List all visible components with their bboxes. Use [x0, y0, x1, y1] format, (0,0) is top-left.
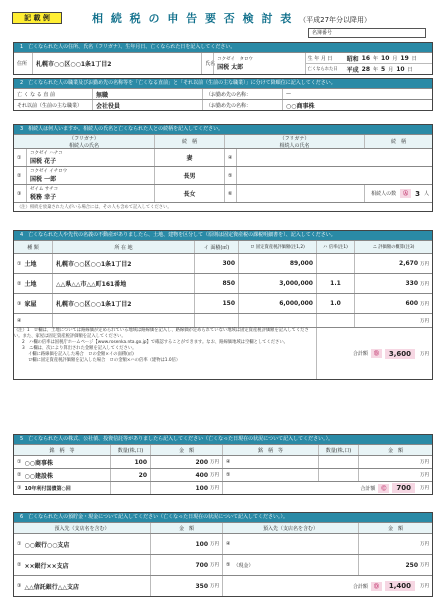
re-1-tax-value[interactable]: 89,000	[238, 254, 316, 273]
dep-total-value[interactable]: 1,400	[385, 581, 415, 591]
re-note-2: 2 ハ欄の倍率は国税庁ホームページ【www.rosenka.nta.go.jp】で確認することができます。なお、路線価地域は空欄としてください。	[22, 340, 288, 345]
dep-total-unit: 万円	[420, 584, 429, 589]
heir-relation-column-header: 続 柄	[154, 135, 224, 148]
sec-2-name[interactable]: ○○建設株	[24, 472, 53, 480]
dep-col-amount-header: 金 額	[150, 523, 222, 533]
re-1-no: ①	[17, 260, 22, 267]
re-2-rate[interactable]: 1.1	[316, 274, 354, 293]
birth-month-unit: 月	[392, 55, 398, 62]
sec-col-amount-header-right: 金 額	[358, 445, 432, 455]
re-3-tax-value[interactable]: 6,000,000	[238, 294, 316, 313]
death-day[interactable]: 10	[396, 65, 405, 73]
heir-5-number: ⑤	[224, 167, 236, 184]
re-2-tax-value[interactable]: 3,000,000	[238, 274, 316, 293]
sec-2-no: ②	[17, 472, 22, 478]
birth-month[interactable]: 10	[381, 54, 390, 62]
re-1-location[interactable]: 札幌市○○区○○1条1丁目2	[52, 254, 194, 273]
sec-5-unit: 万円	[420, 473, 429, 478]
re-4-no: ④	[17, 317, 22, 324]
table-row	[14, 481, 432, 494]
dep-5-no: ⑤	[226, 562, 231, 568]
heir-name-column-header-right: （フリガナ） 相続人の氏名	[224, 135, 364, 148]
heir-1-number: ①	[17, 154, 22, 161]
employer-just-before-label: （お勤め先の名称：	[202, 89, 282, 99]
re-2-type[interactable]: 土地	[24, 281, 37, 288]
re-1-estimate[interactable]: 2,670	[399, 260, 418, 267]
form-subtitle: （平成27年分以降用）	[299, 16, 372, 24]
table-row	[14, 273, 432, 293]
re-1-rate[interactable]	[316, 254, 354, 273]
heir-6-empty[interactable]	[236, 185, 364, 202]
section-3-heading: 3 相続人は何人いますか。相続人の氏名と亡くなられた人との続柄を記入してください。	[14, 125, 432, 134]
death-label: 亡くなられた日	[307, 67, 338, 72]
sec-col-name-header: 銘 柄 等	[49, 447, 75, 454]
section-4-heading: 4 亡くなられた人や先代の名義の不動産がありましたら、土地、建物を区分して（原則は固定資産税の課税明細書を）、記入してください。	[14, 231, 432, 240]
re-4-area[interactable]	[194, 314, 238, 327]
dep-3-unit: 万円	[210, 584, 219, 589]
table-row	[14, 313, 432, 327]
heir-name-column-header: （フリガナ） 相続人の氏名	[68, 135, 99, 149]
dep-5-unit: 万円	[420, 563, 429, 568]
section-6-heading: 6 亡くなられた人の預貯金・現金について記入してください（亡くなった日現在の状況について記入してください。）。	[14, 513, 432, 522]
death-year[interactable]: 28	[361, 65, 371, 73]
re-note-5: ロ欄に固定資産税評価額を記入した場合 ロの金額×ハの倍率（建物は1.0倍）	[28, 358, 181, 363]
section-4-real-estate	[13, 230, 433, 380]
re-4-location[interactable]	[52, 314, 194, 327]
employer-just-before[interactable]: —	[282, 89, 432, 99]
dep-5-amount[interactable]: 250	[405, 561, 418, 569]
death-year-unit: 年	[373, 66, 379, 73]
re-note-1: （注）1 ロ欄は、土地については路線価が定められている地域は路線価を記入し、路線価が定められていない地域は固定資産税評価額を記入してください。また、家屋は固定資産税評価額を記入してください。	[14, 328, 309, 339]
address-label: 住所	[17, 61, 28, 67]
re-4-unit: 万円	[420, 318, 429, 324]
table-row	[14, 533, 432, 554]
heir-6-number: ⑥	[224, 185, 236, 202]
form-title-text: 相 続 税 の 申 告 要 否 検 討 表	[92, 12, 294, 25]
employer-previous-label: （お勤め先の名称：	[202, 100, 282, 110]
dep-2-name[interactable]: ××銀行××支店	[24, 562, 69, 570]
occupation-just-before-label: 亡 く な る 直 前	[17, 91, 55, 98]
re-3-no: ③	[17, 300, 22, 307]
sec-3-amount[interactable]: 100	[195, 484, 208, 492]
section-1-heading: 1 亡くなられた人の住所、氏名（フリガナ）、生年月日、亡くなられた日を記入してください。	[14, 43, 432, 52]
re-note-3: 3 ニ欄は、次により算出された金額を記入してください。	[22, 346, 137, 351]
dep-1-amount[interactable]: 100	[195, 540, 208, 548]
re-note-4: イ欄に路線価を記入した場合 ロの金額×イの面積(㎡)	[28, 352, 134, 357]
table-row	[14, 253, 432, 273]
death-day-unit: 日	[407, 66, 413, 73]
re-total-value[interactable]: 3,600	[385, 349, 415, 359]
occupation-previous-label: それ以前（生前の主な職業）	[17, 102, 83, 109]
section-2-heading: 2 亡くなられた人の職業及びお勤め先の名称等を「亡くなる直前」と「それ以前（生前の主な職業）」に分けて降順位に記入してください。	[14, 79, 432, 88]
sec-2-unit: 万円	[210, 473, 219, 478]
table-row	[14, 575, 432, 596]
employer-previous[interactable]: ○○商事株	[282, 100, 432, 110]
death-month-unit: 月	[388, 66, 394, 73]
form-title	[92, 10, 371, 26]
re-3-type[interactable]: 家屋	[24, 301, 37, 308]
re-total-unit: 万円	[420, 351, 429, 357]
re-3-unit: 万円	[420, 301, 429, 307]
re-1-type[interactable]: 土地	[24, 261, 37, 268]
birth-label: 生 年 月 日	[307, 55, 333, 62]
heir-count-unit: 人	[423, 191, 429, 197]
re-4-rate[interactable]	[316, 314, 354, 327]
heir-3-number: ③	[17, 190, 22, 197]
col-type-header: 種 類	[27, 244, 39, 251]
sec-1-unit: 万円	[210, 460, 219, 465]
birth-day-unit: 日	[411, 55, 417, 62]
heir-3-name[interactable]: 税務 幸子	[30, 194, 57, 201]
dep-5-name[interactable]: （現金）	[233, 562, 254, 569]
name-number-field[interactable]: 名簿番号	[308, 28, 426, 38]
re-total-label: 合計額	[352, 351, 368, 357]
sec-1-no: ①	[17, 459, 22, 465]
dep-1-name[interactable]: ○○銀行○○支店	[24, 541, 70, 549]
sec-1-amount[interactable]: 200	[195, 458, 208, 466]
re-2-area[interactable]: 850	[194, 274, 238, 293]
sample-badge: 記 載 例	[12, 12, 62, 24]
sec-col-name-header-right: 銘 柄 等	[222, 445, 318, 455]
dep-3-name[interactable]: △△信託銀行△△支店	[24, 583, 79, 591]
col-location-header: 所 在 地	[52, 241, 194, 253]
dep-2-unit: 万円	[210, 563, 219, 568]
col-tax-value-header: ロ 固定資産税評価額(注1,2)	[238, 241, 316, 253]
heir-1-relation[interactable]: 妻	[154, 149, 224, 166]
re-3-estimate[interactable]: 600	[405, 300, 418, 307]
sec-3-qty[interactable]	[110, 482, 150, 494]
re-total-mark: Ⓑ	[371, 349, 382, 358]
re-4-tax-value[interactable]	[238, 314, 316, 327]
sec-4-unit: 万円	[420, 460, 429, 465]
heir-count-label: 相続人の数	[371, 191, 397, 197]
heir-count-value[interactable]: 3	[415, 189, 420, 198]
dep-total-mark: Ⓓ	[371, 582, 382, 591]
dep-col-name-header-right: 預入先（支店名を含む）	[222, 523, 358, 533]
re-3-area[interactable]: 150	[194, 294, 238, 313]
name-label: 氏名	[201, 53, 213, 74]
heir-count-mark: Ⓐ	[400, 189, 411, 198]
re-2-location[interactable]: △△県△△市△△町161番地	[52, 274, 194, 293]
sec-2-amount[interactable]: 400	[195, 471, 208, 479]
col-estimate-header: ニ 評価額の概算(注3)	[354, 241, 432, 253]
heir-2-name[interactable]: 国税 一郎	[30, 176, 57, 183]
heirs-note: （注）相続を放棄された人がいる場合には、その人も含めて記入してください。	[17, 205, 172, 210]
sec-col-amount-header: 金 額	[150, 445, 222, 455]
dep-col-name-header: 預入先（支店名を含む）	[54, 525, 110, 532]
heir-1-kana[interactable]: コクゼイ ハナコ	[30, 151, 63, 156]
sec-col-qty-header: 数量(株,口)	[110, 445, 150, 455]
dep-3-amount[interactable]: 350	[195, 582, 208, 590]
section-3-heirs	[13, 124, 433, 212]
col-rate-header: ハ 倍率(注1)	[316, 241, 354, 253]
dep-2-amount[interactable]: 700	[195, 561, 208, 569]
sec-3-no: ③	[17, 485, 22, 491]
re-1-unit: 万円	[420, 261, 429, 267]
birth-year[interactable]: 16	[361, 54, 371, 62]
re-3-rate[interactable]: 1.0	[316, 294, 354, 313]
dep-2-no: ②	[17, 562, 22, 568]
sec-1-name[interactable]: ○○商事株	[24, 459, 53, 467]
dep-col-amount-header-right: 金 額	[358, 523, 432, 533]
heir-3-kana[interactable]: ゼイム サチコ	[30, 187, 59, 192]
sec-total-unit: 万円	[420, 486, 429, 491]
table-row	[14, 455, 432, 468]
death-era[interactable]: 平成	[346, 66, 359, 74]
sec-total-mark: Ⓒ	[378, 484, 389, 493]
sec-3-name[interactable]: 10年利付国債第○回	[24, 485, 71, 492]
section-5-heading: 5 亡くなられた人の株式、公社債、投資信託等がありましたら記入してください（亡くなった日現在の状況について記入してください。）。	[14, 435, 432, 444]
dep-4-unit: 万円	[420, 542, 429, 547]
section-6-deposits	[13, 512, 433, 597]
heir-relation-column-header-right: 続 柄	[364, 135, 432, 148]
heir-2-relation[interactable]: 長男	[154, 167, 224, 184]
heir-5-empty[interactable]	[236, 167, 432, 184]
birth-year-unit: 年	[373, 55, 379, 62]
sec-5-qty[interactable]	[318, 469, 358, 481]
sec-1-qty[interactable]: 100	[110, 456, 150, 468]
occupation-previous[interactable]: 会社役員	[92, 100, 202, 110]
dep-1-no: ①	[17, 541, 22, 547]
col-area-header: イ 面積(㎡)	[194, 241, 238, 253]
re-2-unit: 万円	[420, 281, 429, 287]
address-value[interactable]: 札幌市○○区○○1条1丁目2	[32, 53, 201, 74]
section-5-securities	[13, 434, 433, 495]
dep-total-label: 合計額	[352, 583, 368, 590]
sec-total-value[interactable]: 700	[392, 483, 415, 493]
sec-4-no: ④	[222, 456, 318, 468]
sec-3-unit: 万円	[210, 486, 219, 491]
table-row	[14, 293, 432, 313]
name-furigana[interactable]: コクゼイ タロウ	[217, 57, 253, 62]
dep-1-unit: 万円	[210, 542, 219, 547]
heir-3-relation[interactable]: 長女	[154, 185, 224, 202]
re-1-area[interactable]: 300	[194, 254, 238, 273]
occupation-just-before[interactable]: 無職	[92, 89, 202, 99]
birth-day[interactable]: 19	[400, 54, 409, 62]
sec-5-no: ⑤	[222, 469, 318, 481]
name-value[interactable]: 国税 太郎	[217, 64, 244, 71]
heir-4-empty[interactable]	[236, 149, 432, 166]
birth-era[interactable]: 昭和	[346, 55, 359, 63]
re-3-location[interactable]: 札幌市○○区○○1条1丁目2	[52, 294, 194, 313]
section-1-deceased-info	[13, 42, 433, 75]
re-2-no: ②	[17, 280, 22, 287]
heir-2-number: ②	[17, 172, 22, 179]
heir-1-name[interactable]: 国税 花子	[30, 158, 57, 165]
death-month[interactable]: 5	[381, 65, 386, 73]
table-row	[14, 468, 432, 481]
re-2-estimate[interactable]: 330	[405, 280, 418, 287]
table-row	[14, 554, 432, 575]
sec-total-label: 合計額	[360, 485, 376, 492]
sec-4-qty[interactable]	[318, 456, 358, 468]
heir-2-kana[interactable]: コクゼイ イチロウ	[30, 169, 68, 174]
dep-3-no: ③	[17, 583, 22, 589]
heir-4-number: ④	[224, 149, 236, 166]
section-2-occupation	[13, 78, 433, 111]
dep-4-no: ④	[222, 534, 358, 554]
sec-2-qty[interactable]: 20	[110, 469, 150, 481]
sec-col-qty-header-right: 数量(株,口)	[318, 445, 358, 455]
